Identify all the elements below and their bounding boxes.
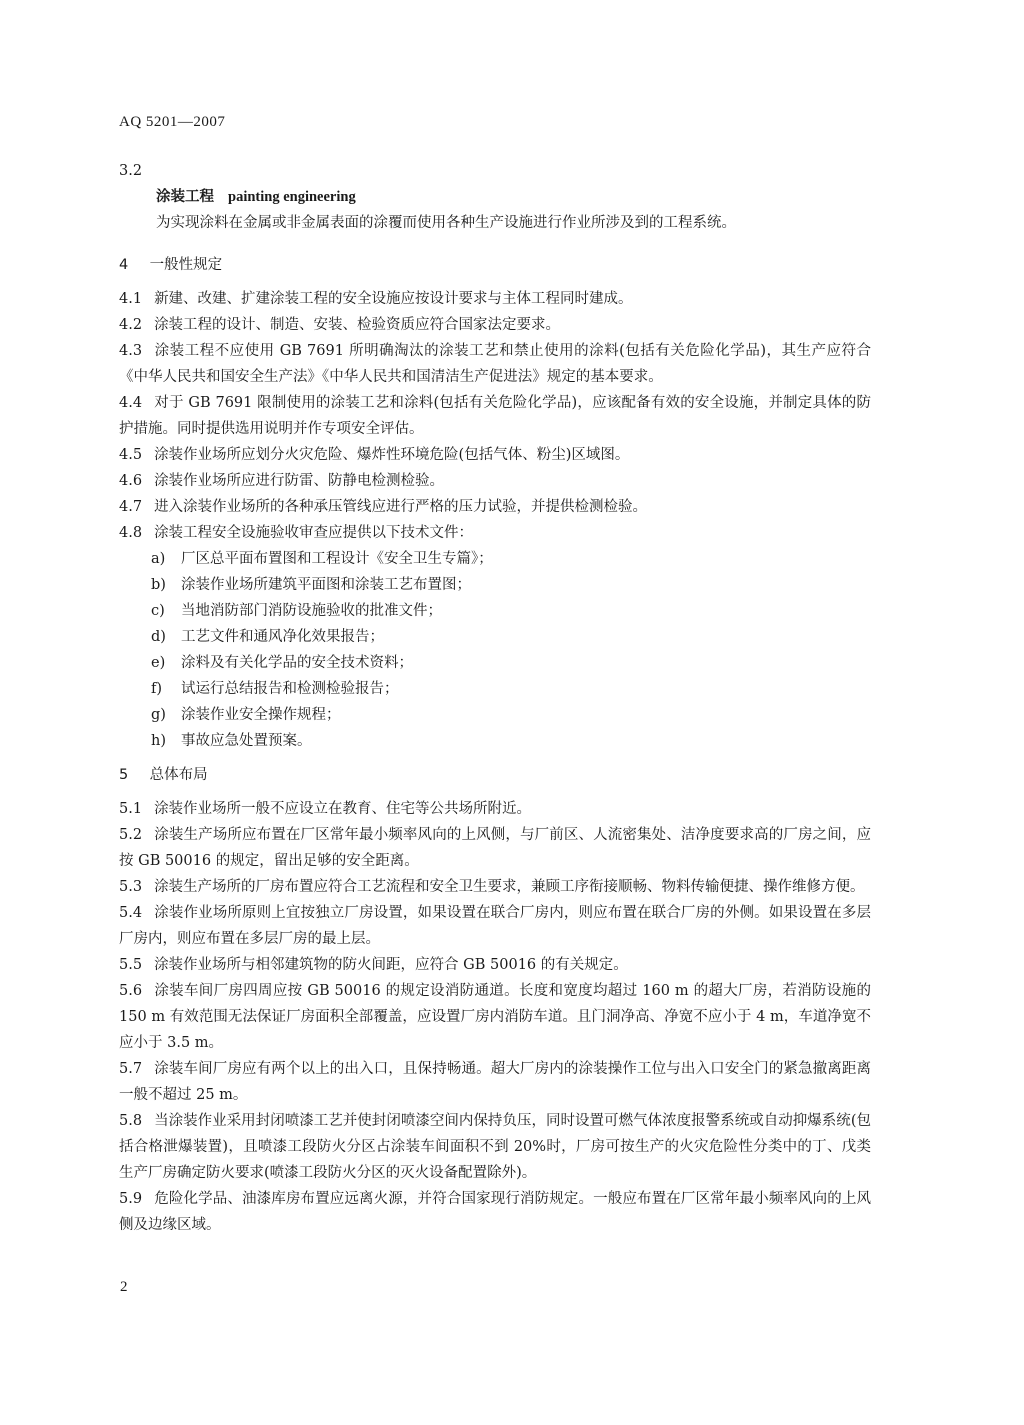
section-title: 一般性规定 (149, 257, 223, 273)
section-4-clauses (119, 286, 871, 546)
clause (119, 978, 871, 1056)
list-marker: a) (151, 551, 166, 567)
clause-text: 涂装生产场所应布置在厂区常年最小频率风向的上风侧，与厂前区、人流密集处、洁净度要求高的厂房之间，应按 GB 50016 的规定，留出足够的安全距离。 (119, 827, 871, 869)
term-english: painting engineering (228, 189, 356, 205)
list-marker: d) (151, 629, 166, 645)
list-item (151, 728, 871, 754)
list-marker: b) (151, 577, 166, 593)
clause-number: 4.5 (119, 447, 143, 463)
clause (119, 1186, 871, 1238)
clause-number: 5.2 (119, 827, 143, 843)
list-item (151, 624, 871, 650)
section-heading-4 (119, 252, 871, 278)
section-title: 总体布局 (149, 767, 208, 783)
list-item (151, 546, 871, 572)
clause-text: 进入涂装作业场所的各种承压管线应进行严格的压力试验，并提供检测检验。 (154, 499, 648, 515)
clause-number: 5.9 (119, 1191, 143, 1207)
list-marker: e) (151, 655, 166, 671)
clause-text: 涂装工程的设计、制造、安装、检验资质应符合国家法定要求。 (154, 317, 561, 333)
clause (119, 338, 871, 390)
list-text: 厂区总平面布置图和工程设计《安全卫生专篇》； (181, 551, 493, 567)
list-text: 涂料及有关化学品的安全技术资料； (181, 655, 413, 671)
clause-number: 5.1 (119, 801, 143, 817)
clause-number: 5.6 (119, 983, 143, 999)
clause-text: 对于 GB 7691 限制使用的涂装工艺和涂料(包括有关危险化学品)，应该配备有效的安全设施，并制定具体的防护措施。同时提供选用说明并作专项安全评估。 (119, 395, 871, 437)
clause-number: 5.5 (119, 957, 143, 973)
clause (119, 390, 871, 442)
clause-text: 涂装作业场所一般不应设立在教育、住宅等公共场所附近。 (154, 801, 532, 817)
clause (119, 442, 871, 468)
clause (119, 1108, 871, 1186)
clause (119, 952, 871, 978)
list-item (151, 676, 871, 702)
list-marker: c) (151, 603, 165, 619)
clause-number: 5.8 (119, 1113, 143, 1129)
clause-number: 4.1 (119, 291, 143, 307)
term-title (119, 184, 871, 210)
clause-text: 涂装工程不应使用 GB 7691 所明确淘汰的涂装工艺和禁止使用的涂料(包括有关危险化学品)，其生产应符合《中华人民共和国安全生产法》《中华人民共和国清洁生产促进法》规定的基本要求。 (119, 343, 871, 385)
clause-text: 涂装工程安全设施验收审查应提供以下技术文件： (154, 525, 474, 541)
list-item (151, 598, 871, 624)
clause-text: 涂装车间厂房四周应按 GB 50016 的规定设消防通道。长度和宽度均超过 160 m 的超大厂房，若消防设施的 150 m 有效范围无法保证厂房面积全部覆盖，应设置厂房内消防车道。且门洞净高、净宽不应小于 4 m，车道净宽不应小于 3.5 m。 (119, 983, 871, 1051)
clause (119, 312, 871, 338)
clause (119, 468, 871, 494)
list-marker: f) (151, 681, 163, 697)
clause-text: 新建、改建、扩建涂装工程的安全设施应按设计要求与主体工程同时建成。 (154, 291, 633, 307)
clause-number: 4.4 (119, 395, 143, 411)
list-text: 涂装作业安全操作规程； (181, 707, 341, 723)
clause-text: 危险化学品、油漆库房布置应远离火源，并符合国家现行消防规定。一般应布置在厂区常年最小频率风向的上风侧及边缘区域。 (119, 1191, 871, 1233)
clause-number: 5.7 (119, 1061, 143, 1077)
term-definition: 为实现涂料在金属或非金属表面的涂覆而使用各种生产设施进行作业所涉及到的工程系统。 (156, 215, 736, 231)
list-text: 工艺文件和通风净化效果报告； (181, 629, 384, 645)
clause (119, 1056, 871, 1108)
clause (119, 874, 871, 900)
list-text: 试运行总结报告和检测检验报告； (181, 681, 399, 697)
section-number: 5 (119, 767, 129, 783)
list-marker: h) (151, 733, 166, 749)
clause-number: 4.7 (119, 499, 143, 515)
document-body (119, 158, 871, 1238)
term-chinese: 涂装工程 (156, 188, 214, 205)
term-entry (119, 158, 871, 236)
clause (119, 900, 871, 952)
clause-text: 涂装作业场所应进行防雷、防静电检测检验。 (154, 473, 445, 489)
clause (119, 494, 871, 520)
list-text: 事故应急处置预案。 (181, 733, 312, 749)
clause-text: 涂装车间厂房应有两个以上的出入口，且保持畅通。超大厂房内的涂装操作工位与出入口安全门的紧急撤离距离一般不超过 25 m。 (119, 1061, 871, 1103)
term-number: 3.2 (119, 163, 143, 179)
technical-documents-list (119, 546, 871, 754)
list-item (151, 702, 871, 728)
list-text: 当地消防部门消防设施验收的批准文件； (181, 603, 442, 619)
list-item (151, 650, 871, 676)
clause-number: 4.8 (119, 525, 143, 541)
page-number: 2 (120, 1279, 128, 1295)
clause-number: 5.4 (119, 905, 143, 921)
section-heading-5 (119, 762, 871, 788)
clause (119, 286, 871, 312)
section-5-clauses (119, 796, 871, 1238)
clause (119, 520, 871, 546)
clause-text: 涂装作业场所应划分火灾危险、爆炸性环境危险(包括气体、粉尘)区域图。 (154, 447, 630, 463)
clause-text: 当涂装作业采用封闭喷漆工艺并使封闭喷漆空间内保持负压，同时设置可燃气体浓度报警系统或自动抑爆系统(包括合格泄爆装置)，且喷漆工段防火分区占涂装车间面积不到 20%时，厂房可按生产的火灾危险性分类中的丁、戊类生产厂房确定防火要求(喷漆工段防火分区的灭火设备配置除外)。 (119, 1113, 871, 1181)
standard-code-header: AQ 5201—2007 (119, 114, 226, 130)
list-text: 涂装作业场所建筑平面图和涂装工艺布置图； (181, 577, 471, 593)
clause (119, 822, 871, 874)
list-marker: g) (151, 707, 166, 723)
section-number: 4 (119, 257, 129, 273)
clause-number: 5.3 (119, 879, 143, 895)
clause-number: 4.6 (119, 473, 143, 489)
clause-number: 4.3 (119, 343, 143, 359)
clause-number: 4.2 (119, 317, 143, 333)
clause (119, 796, 871, 822)
clause-text: 涂装生产场所的厂房布置应符合工艺流程和安全卫生要求，兼顾工序衔接顺畅、物料传输便捷、操作维修方便。 (154, 879, 865, 895)
clause-text: 涂装作业场所与相邻建筑物的防火间距，应符合 GB 50016 的有关规定。 (154, 957, 628, 973)
clause-text: 涂装作业场所原则上宜按独立厂房设置，如果设置在联合厂房内，则应布置在联合厂房的外侧。如果设置在多层厂房内，则应布置在多层厂房的最上层。 (119, 905, 871, 947)
list-item (151, 572, 871, 598)
